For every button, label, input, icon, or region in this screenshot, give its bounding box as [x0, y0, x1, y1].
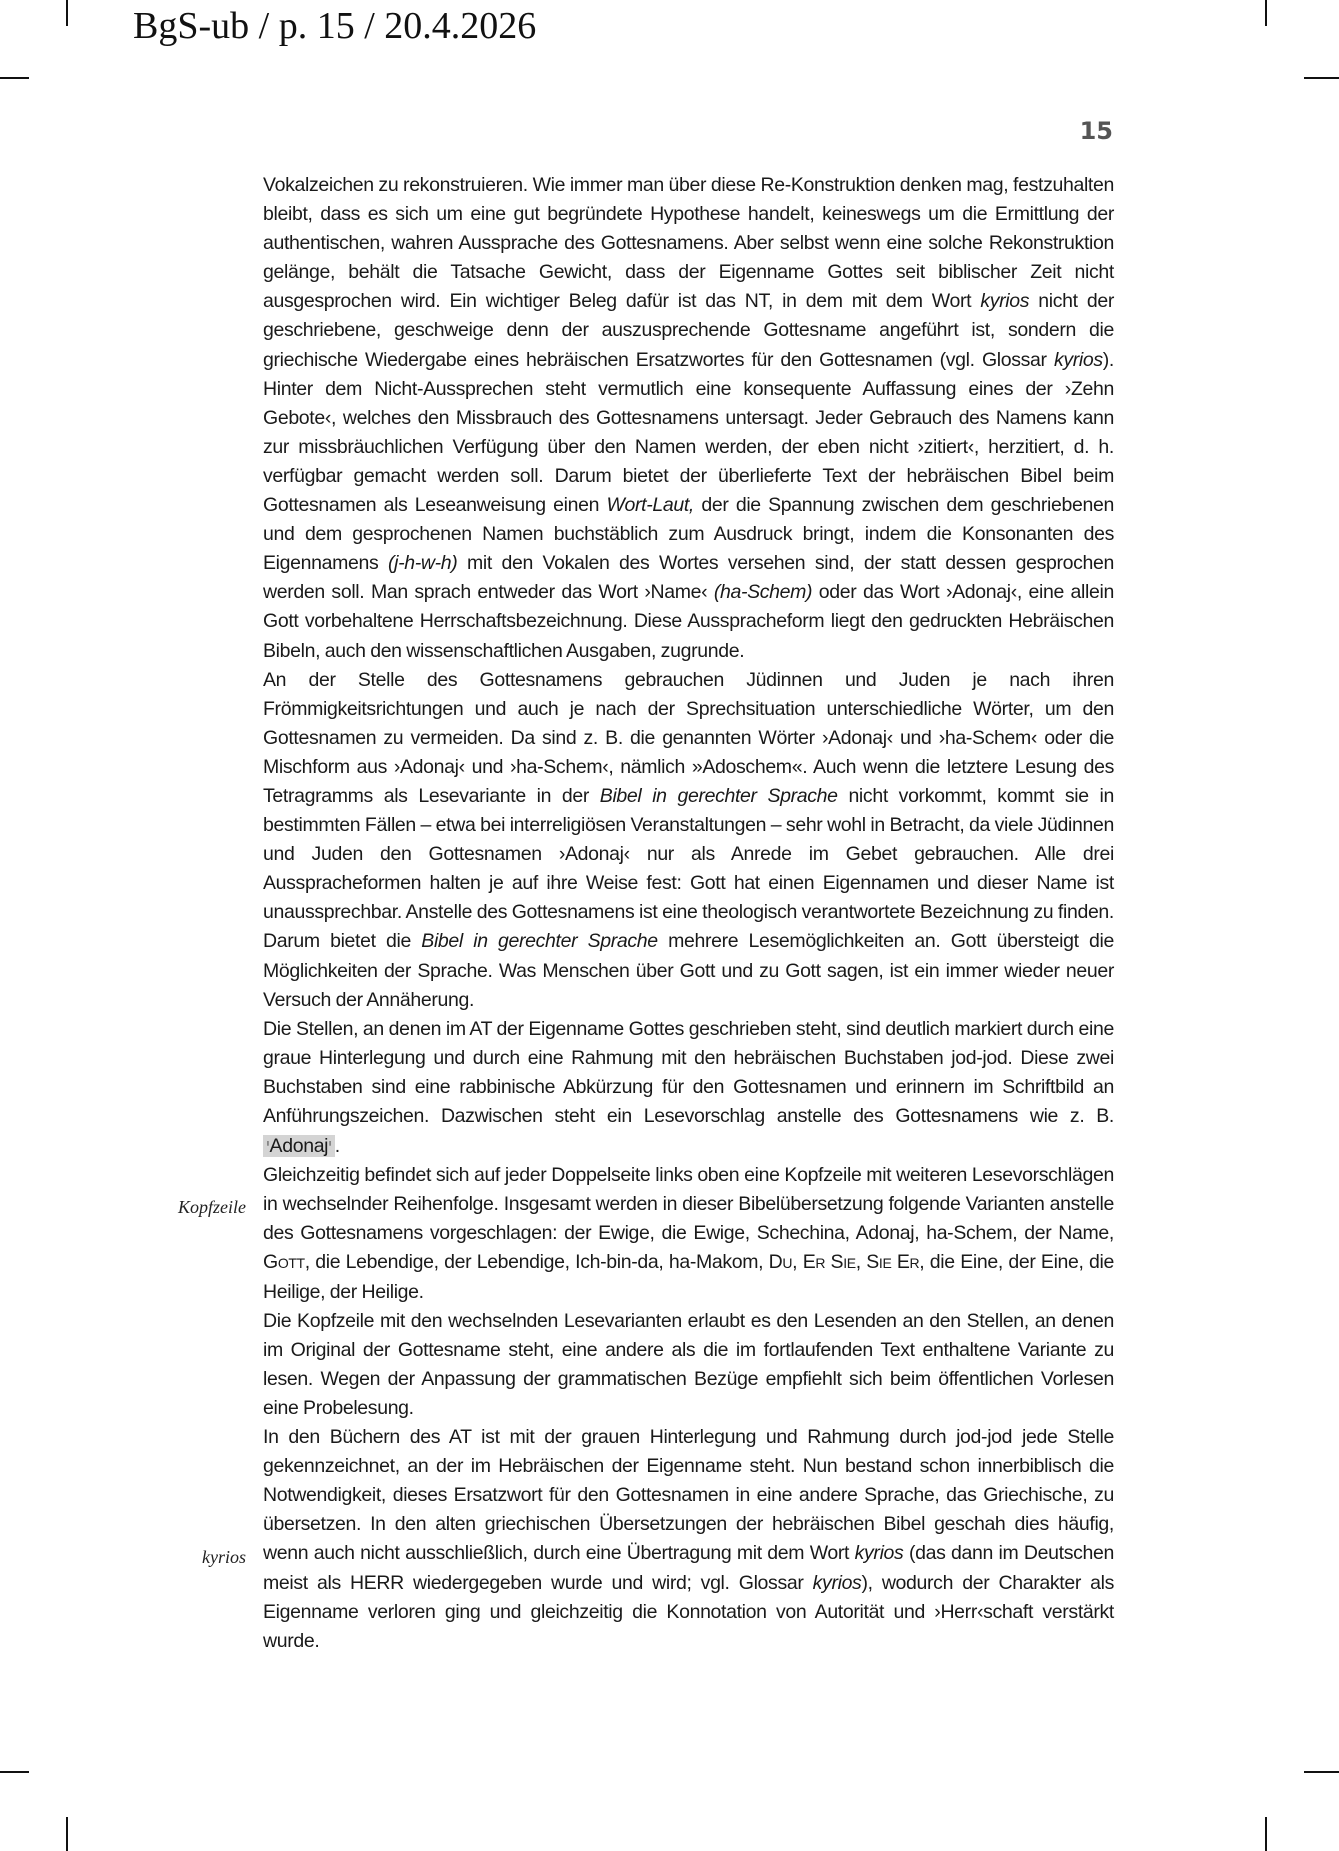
term-kyrios: kyrios [1053, 348, 1103, 371]
small-caps-term: Du [768, 1251, 793, 1274]
text-run: Die Kopfzeile mit den wechselnden Lesevarianten erlaubt es den Lesenden an den Stellen, an denen im Original der Gottesname steht, eine andere als die im fortlaufenden Text enthaltene Variante zu lesen. Wegen der Anpassung der grammatischen Bezüge empfiehlt sich beim öffentlichen Vorlesen eine Probelesung. [263, 1309, 1114, 1419]
gottesname-example: Adonaj [269, 1135, 329, 1158]
crop-mark-top-left-vertical [66, 0, 68, 26]
title-bibel-in-gerechter-sprache: Bibel in gerechter Sprache [599, 784, 838, 807]
paragraph-jewish-usage [263, 666, 1114, 1015]
text-run: In den Büchern des AT ist mit der grauen Hinterlegung und Rahmung durch jod-jod jede Stelle gekennzeichnet, an der im Hebräischen der Eigenname steht. Nun bestand schon innerbiblisch die Notwendigkeit, dieses Ersatzwort für den Gottesnamen in eine andere Sprache, das Griechische, zu übersetzen. In den alten griechischen Übersetzungen der hebräischen Bibel geschah dies häufig, wenn auch nicht ausschließlich, durch eine Übertragung mit dem Wort [263, 1426, 1114, 1565]
crop-mark-top-right-horizontal [1304, 77, 1339, 79]
text-run: , [855, 1251, 867, 1274]
text-run: . [334, 1135, 340, 1158]
term-kyrios: kyrios [812, 1571, 862, 1594]
crop-mark-bottom-left-vertical [66, 1817, 68, 1851]
text-run: ), wodurch der Charakter als Eigenname verloren ging und gleichzeitig die Konnotation von Autorität und ›Herr‹schaft verstärkt wurde. [263, 1571, 1114, 1652]
text-run: mehrere Lesemöglichkeiten an. Gott übersteigt die Möglichkeiten der Sprache. Was Menschen über Gott und zu Gott sagen, ist ein immer wieder neuer Versuch der Annäherung. [263, 930, 1114, 1011]
paragraph-tetragram-pronunciation [263, 171, 1114, 666]
text-run: nicht der geschriebene, geschweige denn der auszusprechende Gottesname angeführt ist, sondern die griechische Wiedergabe eines hebräischen Ersatzwortes für den Gottesnamen (vgl. Glossar [263, 290, 1114, 371]
text-run: , die Lebendige, der Lebendige, Ich-bin-da, ha-Makom, [304, 1251, 769, 1274]
term-kyrios: kyrios [854, 1542, 904, 1565]
text-run: Vokalzeichen zu rekonstruieren. Wie immer man über diese Re-Konstruktion denken mag, festzuhalten bleibt, dass es sich um eine gut begründete Hypothese handelt, keineswegs um die Ermittlung der authentischen, wahren Aussprache des Gottesnamens. Aber selbst wenn eine solche Rekonstruktion gelänge, behält die Tatsache Gewicht, dass der Eigenname Gottes seit biblischer Zeit nicht ausgesprochen wird. Ein wichtiger Beleg dafür ist das NT, in dem mit dem Wort [263, 174, 1114, 313]
crop-mark-bottom-left-horizontal [0, 1771, 29, 1773]
small-caps-term: Er Sie [802, 1251, 856, 1274]
margin-note-kopfzeile: Kopfzeile [178, 1197, 246, 1217]
text-run: Die Stellen, an denen im AT der Eigenname Gottes geschrieben steht, sind deutlich markiert durch eine graue Hinterlegung und durch eine Rahmung mit den hebräischen Buchstaben jod-jod. Diese zwei Buchstaben sind eine rabbinische Abkürzung für den Gottesnamen und erinnern im Schriftbild an Anführungszeichen. Dazwischen steht ein Lesevorschlag anstelle des Gottesnamens wie z. B. [263, 1017, 1114, 1127]
text-run: ). Hinter dem Nicht-Aussprechen steht vermutlich eine konsequente Auffassung eines der ›Zehn Gebote‹, welches den Missbrauch des Gottesnamens untersagt. Jeder Gebrauch des Namens kann zur missbräuchlichen Verfügung über den Namen werden, der eben nicht ›zitiert‹, herzitiert, d. h. verfügbar gemacht werden soll. Darum bietet der überlieferte Text der hebräischen Bibel beim Gottesnamen als Leseanweisung einen [263, 348, 1114, 517]
crop-mark-top-left-horizontal [0, 77, 29, 79]
body-text [263, 171, 1114, 1656]
gottesname-example-highlight [263, 1135, 335, 1157]
text-run: oder das Wort ›Adonaj‹, eine allein Gott vorbehaltene Herrschaftsbezeichnung. Diese Ausspracheform liegt den gedruckten Hebräischen Bibeln, auch den wissenschaftlichen Ausgaben, zugrunde. [263, 581, 1114, 662]
crop-mark-bottom-right-horizontal [1304, 1771, 1339, 1773]
title-bibel-in-gerechter-sprache: Bibel in gerechter Sprache [421, 930, 658, 953]
term-jhwh: (j-h-w-h) [387, 552, 458, 575]
text-run: , die Eine, der Eine, die Heilige, der Heilige. [263, 1251, 1115, 1303]
margin-note-kyrios: kyrios [202, 1547, 246, 1567]
text-run: , [792, 1251, 803, 1274]
paragraph-kopfzeile [263, 1161, 1114, 1306]
text-run: nicht vorkommt, kommt sie in bestimmten Fällen – etwa bei interreligiösen Veranstaltungen – sehr wohl in Betracht, da viele Jüdinnen und Juden den Gottesnamen ›Adonaj‹ nur als Anrede im Gebet gebrauchen. Alle drei Ausspracheformen halten je auf ihre Weise fest: Gott hat einen Eigennamen und dieser Name ist unaussprechbar. Anstelle des Gottesnamens ist eine theologisch verantwortete Bezeichnung zu finden. Darum bietet die [263, 784, 1114, 953]
text-run: (das dann im Deutschen meist als HERR wiedergegeben wurde und wird; vgl. Glossar [263, 1542, 1114, 1594]
page-number: 15 [1079, 117, 1113, 145]
running-title: BgS-ub / p. 15 / 20.4.2026 [133, 5, 537, 47]
jod-mark: י [328, 1137, 332, 1155]
term-kyrios: kyrios [980, 290, 1030, 313]
crop-mark-bottom-right-vertical [1265, 1817, 1267, 1851]
small-caps-term: Sie Er [866, 1251, 920, 1274]
term-ha-schem: (ha-Schem) [713, 581, 813, 604]
small-caps-term: Gott [263, 1251, 305, 1274]
paragraph-marking [263, 1015, 1114, 1161]
text-run: Gleichzeitig befindet sich auf jeder Doppelseite links oben eine Kopfzeile mit weiteren Lesevorschlägen in wechselnder Reihenfolge. Insgesamt werden in dieser Bibelübersetzung folgende Varianten anstelle des Gottesnamens vorgeschlagen: der Ewige, die Ewige, Schechina, Adonaj, ha-Schem, der Name, [263, 1164, 1114, 1245]
text-run: der die Spannung zwischen dem geschriebenen und dem gesprochenen Namen buchstäblich zum Ausdruck bringt, indem die Konsonanten des Eigennamens [263, 494, 1114, 575]
paragraph-kyrios [263, 1423, 1114, 1656]
term-wort-laut: Wort-Laut, [606, 494, 694, 517]
crop-mark-top-right-vertical [1265, 0, 1267, 26]
text-run: An der Stelle des Gottesnamens gebrauchen Jüdinnen und Juden je nach ihren Frömmigkeitsrichtungen und auch je nach der Sprechsituation unterschiedliche Wörter, um den Gottesnamen zu vermeiden. Da sind z. B. die genannten Wörter ›Adonaj‹ und ›ha-Schem‹ oder die Mischform aus ›Adonaj‹ und ›ha-Schem‹, nämlich »Adoschem«. Auch wenn die letztere Lesung des Tetragramms als Lesevariante in der [263, 668, 1114, 807]
paragraph-lesevarianten [263, 1307, 1114, 1423]
jod-mark: י [266, 1137, 270, 1155]
text-run: mit den Vokalen des Wortes versehen sind, der statt dessen gesprochen werden soll. Man sprach entweder das Wort ›Name‹ [263, 552, 1114, 604]
